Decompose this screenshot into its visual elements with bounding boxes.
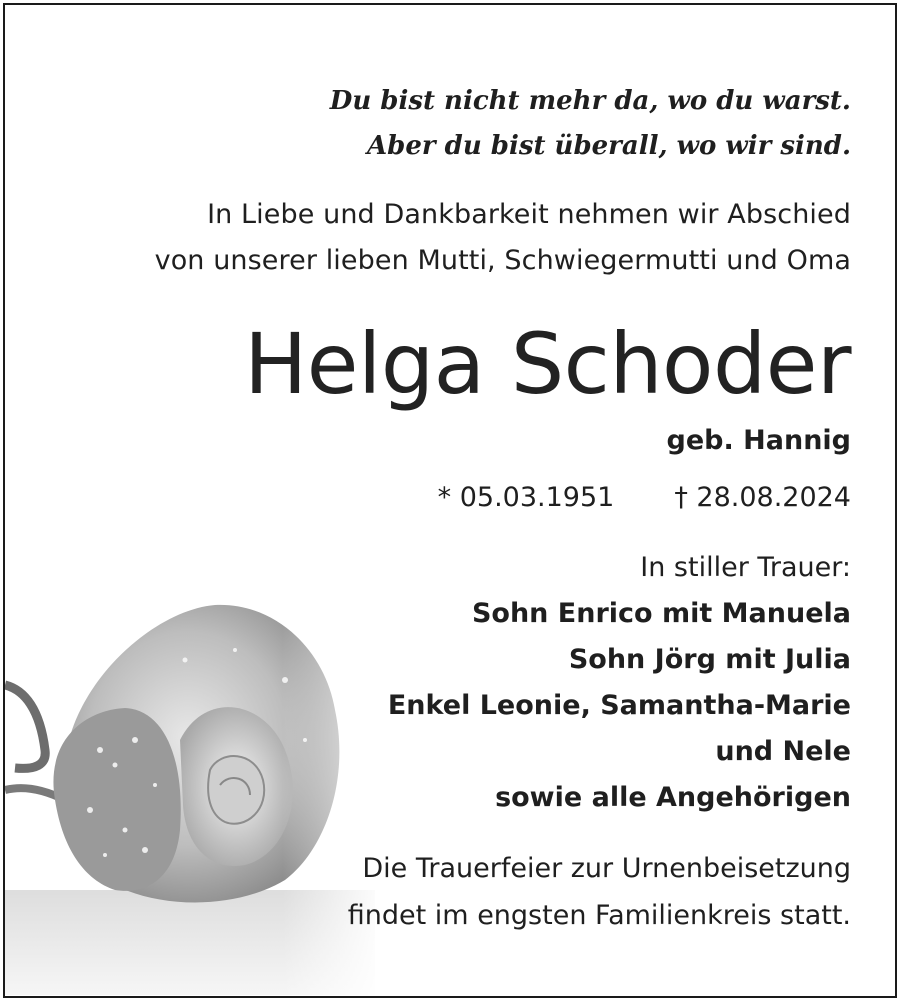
quote-line-2: Aber du bist überall, wo wir sind. <box>367 131 851 161</box>
mourner-line: Sohn Enrico mit Manuela <box>471 598 851 629</box>
intro-line-1: In Liebe und Dankbarkeit nehmen wir Abschied <box>207 199 851 230</box>
mourner-line: sowie alle Angehörigen <box>495 782 851 813</box>
ceremony-note-1: Die Trauerfeier zur Urnenbeisetzung <box>362 853 851 884</box>
mourners-intro: In stiller Trauer: <box>640 552 851 583</box>
obituary-notice <box>3 3 897 998</box>
mourner-line: und Nele <box>715 736 851 767</box>
ceremony-note-2: findet im engsten Familienkreis statt. <box>347 900 851 931</box>
mourner-line: Sohn Jörg mit Julia <box>568 644 851 675</box>
life-dates <box>438 482 851 513</box>
birth-date: * 05.03.1951 <box>437 482 615 513</box>
deceased-name: Helga Schoder <box>244 315 851 413</box>
death-date: † 28.08.2024 <box>674 482 851 513</box>
quote-line-1: Du bist nicht mehr da, wo du warst. <box>329 86 851 116</box>
rose-image <box>5 590 375 995</box>
maiden-name: geb. Hannig <box>666 425 851 456</box>
mourner-line: Enkel Leonie, Samantha-Marie <box>387 690 851 721</box>
intro-line-2: von unserer lieben Mutti, Schwiegermutti und Oma <box>154 245 851 276</box>
